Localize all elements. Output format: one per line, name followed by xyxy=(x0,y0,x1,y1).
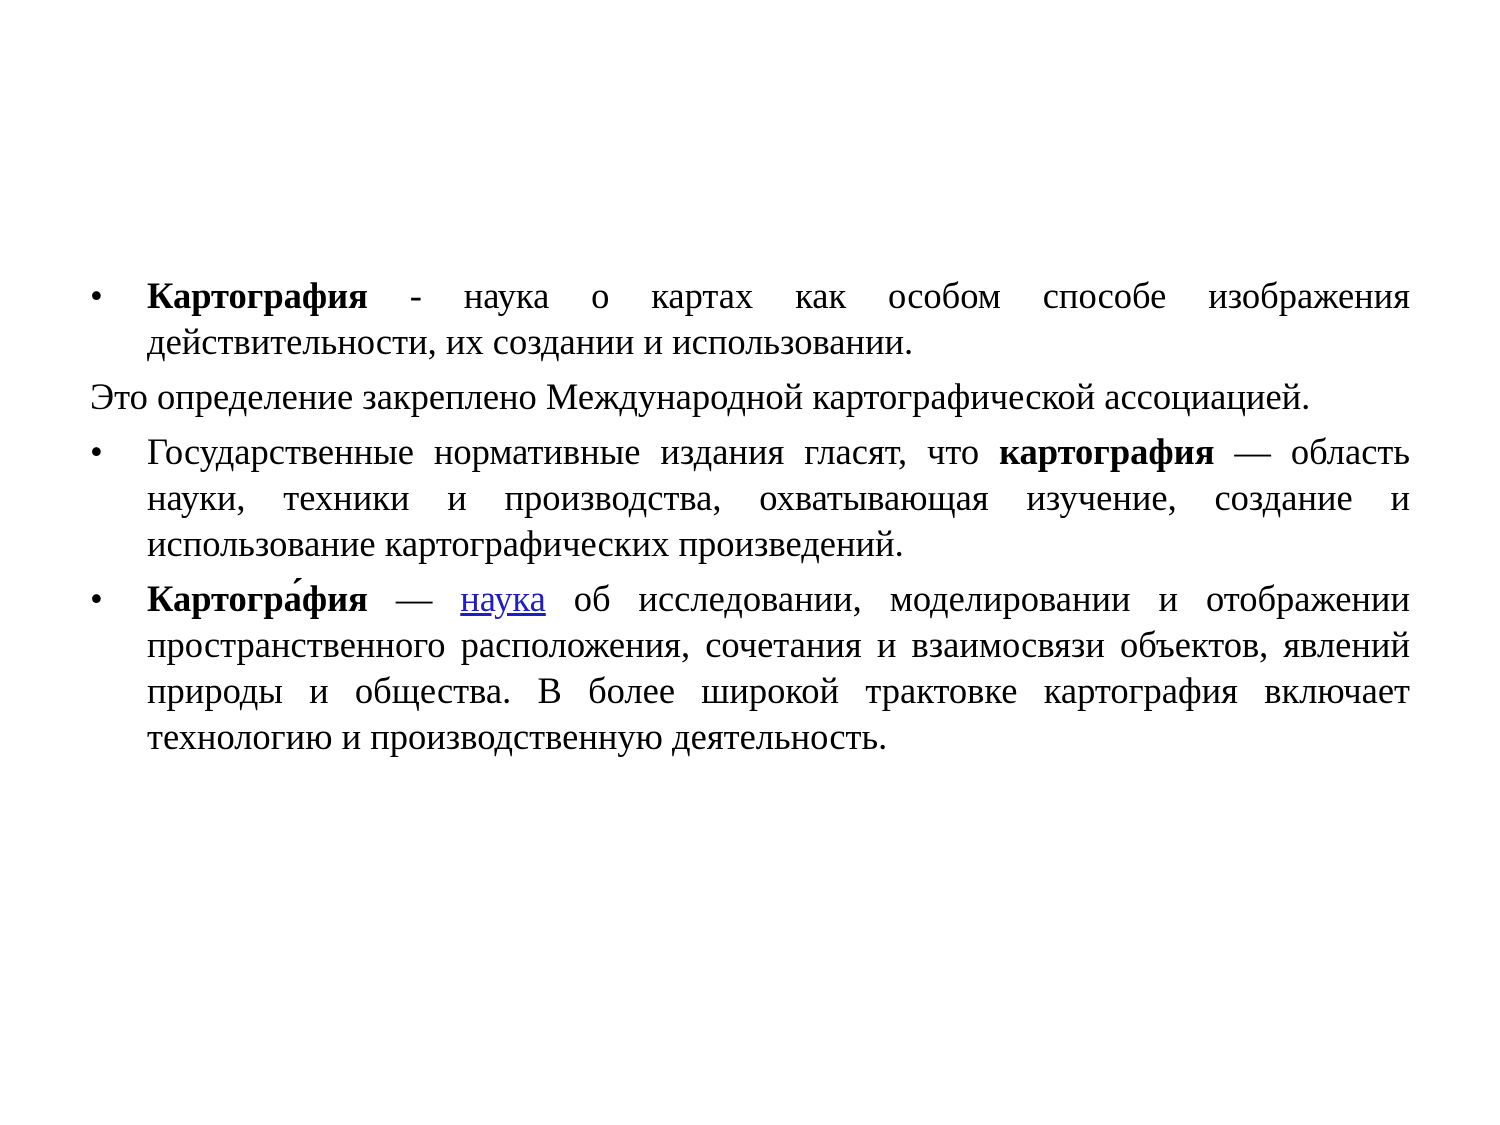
term-kartografiya-2: картография xyxy=(999,431,1215,472)
definition-lead-2: Государственные нормативные издания гласят, что xyxy=(147,431,1000,472)
term-kartografiya-3: Картогра́фия xyxy=(147,578,368,619)
ica-note-text: Это определение закреплено Международной картографической ассоциацией. xyxy=(90,376,1311,417)
nauka-link[interactable]: наука xyxy=(460,578,546,619)
bullet-icon: • xyxy=(90,431,103,472)
definition-text-3: об исследовании, моделировании и отображении пространственного расположения, сочетания и взаимосвязи объектов, явлений природы и общества. В более широкой трактовке картография включает технологию и производственную деятельность. xyxy=(147,578,1411,757)
definition-text-1: - наука о картах как особом способе изображения действительности, их создании и использовании. xyxy=(147,275,1410,362)
bullet-icon: • xyxy=(90,578,103,619)
paragraph-ica-note xyxy=(90,374,1410,420)
term-kartografiya-1: Картография xyxy=(147,275,368,316)
definition-dash-3: — xyxy=(367,578,461,619)
definition-text-2: — область науки, техники и производства, охватывающая изучение, создание и использование картографических произведений. xyxy=(147,431,1410,564)
bullet-icon: • xyxy=(90,275,103,316)
bullet-item-3 xyxy=(90,576,1410,760)
bullet-item-1 xyxy=(90,273,1410,365)
bullet-item-2 xyxy=(90,429,1410,567)
slide-body xyxy=(90,273,1410,769)
